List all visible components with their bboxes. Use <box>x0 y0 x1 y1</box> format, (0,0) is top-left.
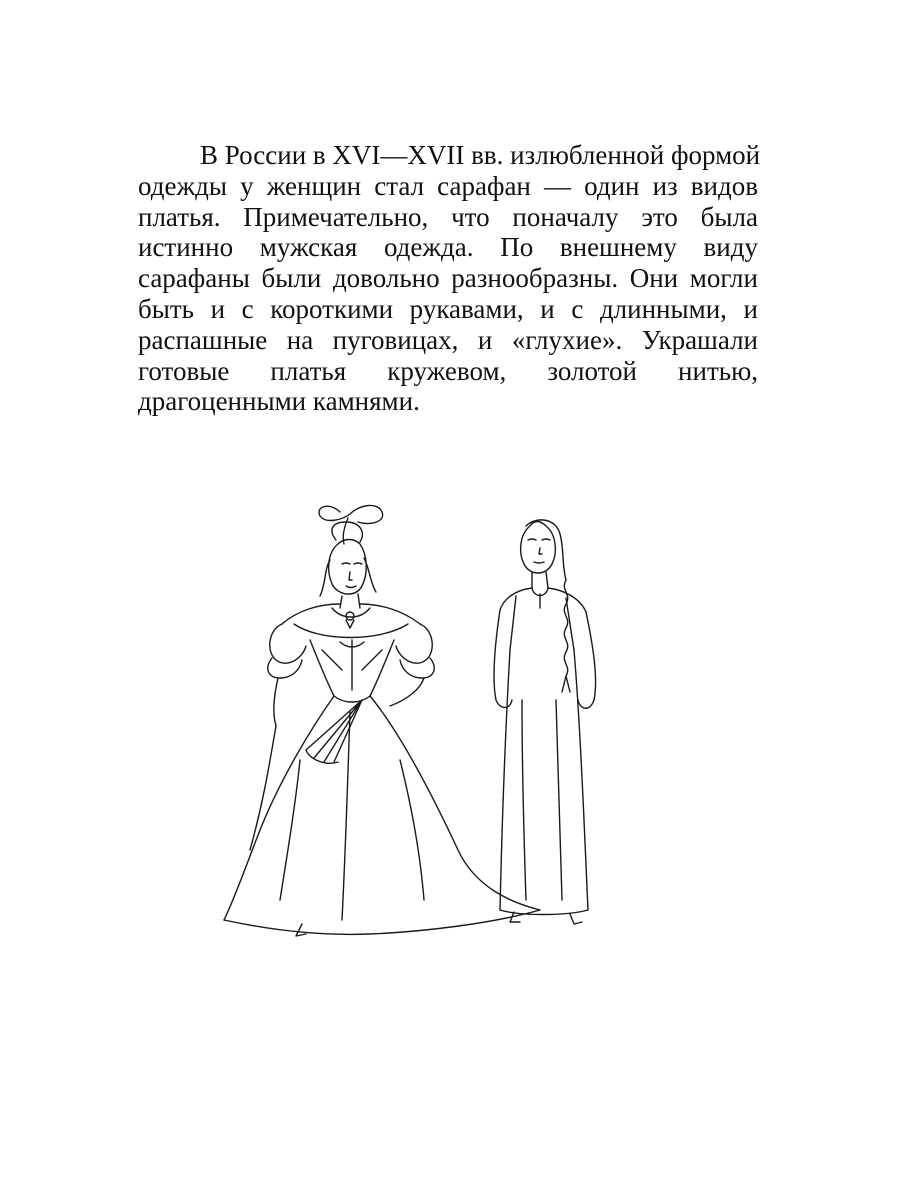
paragraph-line: распашные на пуговицах, и «глухие». Украшали <box>138 324 758 355</box>
paragraph-line: драгоценными камнями. <box>138 386 420 417</box>
girl-in-sarafan-figure <box>494 520 596 924</box>
body-paragraph <box>138 140 761 417</box>
paragraph-line: В России в XVI—XVII вв. излюбленной формой <box>200 140 761 170</box>
lady-in-ball-gown-figure <box>224 505 540 936</box>
paragraph-line: одежды у женщин стал сарафан — один из видов <box>138 170 758 201</box>
paragraph-line: быть и с короткими рукавами, и с длинными, и <box>138 293 758 324</box>
costume-illustration <box>210 500 640 940</box>
paragraph-line: готовые платья кружевом, золотой нитью, <box>138 355 758 386</box>
paragraph-line: сарафаны были довольно разнообразны. Они могли <box>138 263 758 294</box>
paragraph-line: платья. Примечательно, что поначалу это была <box>138 201 758 232</box>
paragraph-line: истинно мужская одежда. По внешнему виду <box>138 232 758 263</box>
